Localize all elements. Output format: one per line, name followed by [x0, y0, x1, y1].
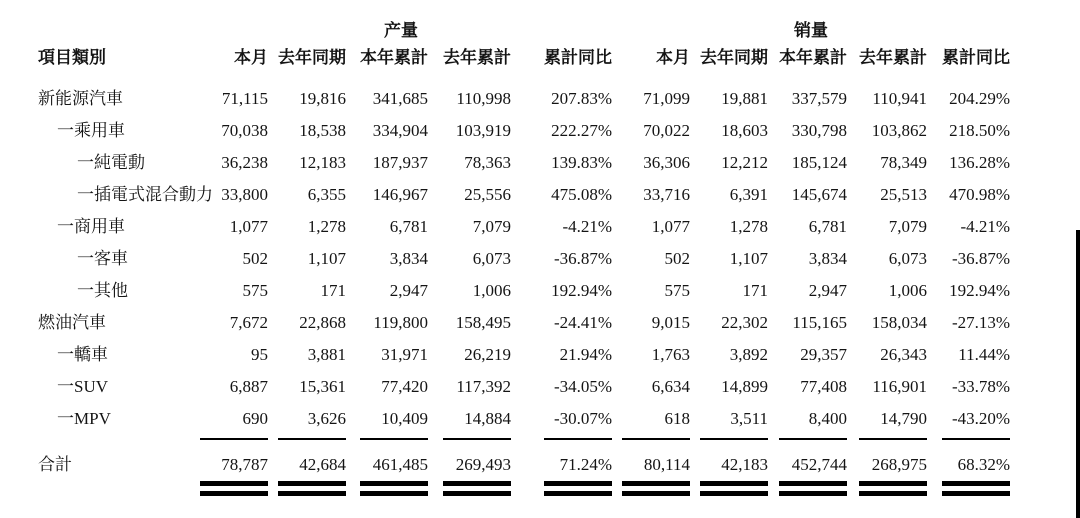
sales-cell: 77,408	[800, 377, 848, 396]
sales-cell: 6,073	[888, 249, 928, 268]
table-row	[30, 211, 1010, 243]
group-header-row	[30, 12, 1010, 47]
sales-cell: 25,513	[880, 185, 928, 204]
prod-cell: 207.83%	[551, 89, 613, 108]
single-rule	[779, 438, 847, 440]
rule-cell	[768, 435, 847, 445]
single-rule	[360, 438, 428, 440]
total-value: 42,183	[721, 455, 769, 474]
double-rule	[278, 481, 346, 496]
prod-cell: 22,868	[299, 313, 346, 332]
sales-cell: 1,006	[888, 281, 928, 300]
double-rule	[700, 481, 768, 496]
sales-cell: 192.94%	[949, 281, 1011, 300]
sales-cell: 26,343	[880, 345, 928, 364]
prod-cell: 6,781	[389, 217, 428, 236]
sales-cell: 575	[664, 281, 691, 300]
row-label: 一插電式混合動力	[77, 185, 213, 204]
row-label: 一商用車	[57, 217, 125, 236]
sales-col-header-yoy: 累計同比	[942, 48, 1011, 67]
column-header-row	[30, 47, 1010, 69]
prod-col-header-lastyear-period: 去年同期	[278, 48, 346, 67]
sales-group-header: 销量	[794, 21, 829, 40]
group-header-spacer	[30, 12, 190, 47]
sales-cell: 12,212	[721, 153, 769, 172]
sales-cell: 70,022	[643, 121, 691, 140]
subtotal-rule-row	[30, 435, 1010, 445]
prod-cell: 15,361	[299, 377, 346, 396]
category-header: 項目類別	[38, 48, 106, 67]
rule-cell	[428, 435, 511, 445]
prod-cell: 158,495	[455, 313, 511, 332]
table-row	[30, 371, 1010, 403]
sales-col-header-ytd: 本年累計	[779, 48, 848, 67]
sales-cell: 6,634	[651, 377, 691, 396]
prod-cell: 2,947	[389, 281, 428, 300]
single-rule	[200, 438, 268, 440]
sales-cell: 1,763	[651, 345, 691, 364]
sales-cell: 14,790	[880, 409, 928, 428]
sales-cell: 185,124	[791, 153, 848, 172]
prod-cell: -4.21%	[562, 217, 613, 236]
prod-cell: -36.87%	[553, 249, 613, 268]
single-rule	[859, 438, 927, 440]
prod-cell: -30.07%	[553, 409, 613, 428]
prod-cell: 3,881	[307, 345, 346, 364]
row-label: 一乘用車	[57, 121, 125, 140]
prod-cell: 6,073	[472, 249, 511, 268]
prod-cell: 7,672	[229, 313, 268, 332]
total-label: 合計	[38, 455, 72, 474]
total-sales-cell	[927, 445, 1010, 496]
sales-cell: 36,306	[643, 153, 691, 172]
prod-cell: 187,937	[372, 153, 428, 172]
prod-cell: 19,816	[299, 89, 346, 108]
sales-cell: 8,400	[808, 409, 848, 428]
prod-cell: 6,355	[307, 185, 346, 204]
sales-cell: 3,834	[808, 249, 848, 268]
prod-cell: 10,409	[381, 409, 428, 428]
scrollbar-thumb[interactable]	[1076, 230, 1080, 518]
sales-cell: 470.98%	[949, 185, 1011, 204]
double-rule	[443, 481, 511, 496]
sales-cell: 103,862	[871, 121, 928, 140]
prod-cell: 1,077	[229, 217, 268, 236]
sales-cell: 7,079	[888, 217, 928, 236]
sales-cell: 22,302	[721, 313, 769, 332]
prod-cell: 3,626	[307, 409, 346, 428]
total-value: 78,787	[221, 455, 268, 474]
total-sales-cell	[612, 445, 690, 496]
sales-cell: -33.78%	[951, 377, 1011, 396]
rule-cell	[511, 435, 612, 445]
sales-cell: -27.13%	[951, 313, 1011, 332]
single-rule	[544, 438, 612, 440]
sales-cell: 3,892	[729, 345, 769, 364]
rule-cell	[690, 435, 768, 445]
total-value: 42,684	[299, 455, 346, 474]
table-row	[30, 275, 1010, 307]
table-row	[30, 83, 1010, 115]
prod-cell: 71,115	[221, 89, 268, 108]
rule-spacer	[30, 435, 190, 445]
sales-cell: -4.21%	[960, 217, 1011, 236]
sales-cell: -43.20%	[951, 409, 1011, 428]
double-rule	[859, 481, 927, 496]
row-label: 一SUV	[57, 377, 109, 396]
prod-cell: 7,079	[472, 217, 511, 236]
sales-cell: 18,603	[721, 121, 769, 140]
prod-cell: 25,556	[464, 185, 511, 204]
prod-cell: 95	[251, 345, 268, 364]
sales-cell: 1,107	[729, 249, 769, 268]
sales-cell: 136.28%	[949, 153, 1011, 172]
single-rule	[622, 438, 690, 440]
production-group-header: 产量	[384, 21, 418, 40]
total-row	[30, 445, 1010, 496]
sales-cell: 11.44%	[958, 345, 1011, 364]
spacer-cell	[30, 69, 1010, 83]
prod-cell: 78,363	[464, 153, 511, 172]
double-rule	[622, 481, 690, 496]
sales-col-header-month: 本月	[656, 48, 691, 67]
single-rule	[942, 438, 1010, 440]
total-sales-cell	[690, 445, 768, 496]
prod-col-header-ytd: 本年累計	[360, 48, 428, 67]
table-row	[30, 115, 1010, 147]
total-production-cell	[268, 445, 346, 496]
table-row	[30, 307, 1010, 339]
prod-cell: 26,219	[464, 345, 511, 364]
double-rule	[360, 481, 428, 496]
rule-cell	[268, 435, 346, 445]
total-production-cell	[190, 445, 268, 496]
prod-cell: 502	[242, 249, 268, 268]
sales-cell: 6,391	[729, 185, 769, 204]
sales-cell: 33,716	[643, 185, 691, 204]
prod-cell: 3,834	[389, 249, 428, 268]
sales-cell: 145,674	[791, 185, 848, 204]
prod-cell: 21.94%	[559, 345, 613, 364]
production-sales-table	[30, 12, 1010, 496]
sales-cell: 14,899	[721, 377, 769, 396]
prod-cell: 33,800	[221, 185, 268, 204]
sales-cell: 3,511	[730, 409, 769, 428]
rule-cell	[612, 435, 690, 445]
prod-cell: -34.05%	[553, 377, 613, 396]
total-value: 268,975	[871, 455, 928, 474]
sales-cell: 502	[664, 249, 691, 268]
prod-cell: 1,006	[472, 281, 511, 300]
total-value: 71.24%	[559, 455, 613, 474]
prod-cell: 192.94%	[551, 281, 613, 300]
total-value: 269,493	[455, 455, 511, 474]
sales-cell: 9,015	[651, 313, 691, 332]
table-row	[30, 339, 1010, 371]
prod-cell: -24.41%	[553, 313, 613, 332]
prod-cell: 6,887	[229, 377, 268, 396]
row-label: 一其他	[77, 281, 128, 300]
sales-cell: 171	[742, 281, 769, 300]
row-label: 一轎車	[57, 345, 108, 364]
row-label: 燃油汽車	[38, 313, 106, 332]
rule-cell	[927, 435, 1010, 445]
prod-cell: 117,392	[456, 377, 511, 396]
prod-cell: 1,107	[307, 249, 346, 268]
prod-cell: 77,420	[381, 377, 428, 396]
prod-cell: 690	[242, 409, 268, 428]
row-label: 新能源汽車	[38, 89, 123, 108]
total-value: 68.32%	[957, 455, 1011, 474]
sales-cell: 337,579	[791, 89, 848, 108]
prod-cell: 14,884	[464, 409, 511, 428]
prod-cell: 36,238	[221, 153, 268, 172]
prod-cell: 31,971	[381, 345, 428, 364]
double-rule	[779, 481, 847, 496]
single-rule	[443, 438, 511, 440]
sales-cell: 218.50%	[949, 121, 1011, 140]
prod-cell: 110,998	[456, 89, 511, 108]
double-rule	[942, 481, 1010, 496]
total-value: 452,744	[791, 455, 848, 474]
rule-cell	[847, 435, 927, 445]
total-sales-cell	[768, 445, 847, 496]
prod-cell: 341,685	[372, 89, 428, 108]
prod-cell: 119,800	[373, 313, 428, 332]
table-row	[30, 243, 1010, 275]
prod-cell: 146,967	[372, 185, 428, 204]
total-value: 461,485	[372, 455, 428, 474]
prod-cell: 222.27%	[551, 121, 613, 140]
sales-cell: -36.87%	[951, 249, 1011, 268]
double-rule	[200, 481, 268, 496]
header-body-spacer	[30, 69, 1010, 83]
prod-cell: 171	[320, 281, 346, 300]
single-rule	[278, 438, 346, 440]
row-label: 一MPV	[57, 409, 111, 428]
prod-col-header-month: 本月	[234, 48, 268, 67]
sales-cell: 1,278	[729, 217, 769, 236]
sales-cell: 6,781	[808, 217, 848, 236]
prod-cell: 575	[242, 281, 268, 300]
prod-cell: 334,904	[372, 121, 428, 140]
prod-cell: 103,919	[455, 121, 511, 140]
row-label: 一客車	[77, 249, 128, 268]
sales-cell: 1,077	[651, 217, 691, 236]
table-row	[30, 403, 1010, 435]
total-value: 80,114	[643, 455, 691, 474]
sales-cell: 2,947	[808, 281, 848, 300]
table-row	[30, 147, 1010, 179]
total-production-cell	[346, 445, 428, 496]
sales-cell: 330,798	[791, 121, 848, 140]
sales-cell: 115,165	[792, 313, 848, 332]
sales-col-header-lastyear-ytd: 去年累計	[859, 48, 928, 67]
sales-cell: 618	[664, 409, 691, 428]
double-rule	[544, 481, 612, 496]
table-row	[30, 179, 1010, 211]
row-label: 一純電動	[77, 153, 145, 172]
sales-col-header-lastyear-period: 去年同期	[700, 48, 769, 67]
prod-cell: 12,183	[299, 153, 346, 172]
prod-col-header-lastyear-ytd: 去年累計	[443, 48, 511, 67]
prod-cell: 1,278	[307, 217, 346, 236]
sales-cell: 19,881	[721, 89, 769, 108]
single-rule	[700, 438, 768, 440]
sales-cell: 158,034	[871, 313, 928, 332]
sales-cell: 110,941	[872, 89, 928, 108]
sales-cell: 116,901	[872, 377, 928, 396]
prod-cell: 18,538	[299, 121, 346, 140]
sales-cell: 78,349	[880, 153, 928, 172]
total-sales-cell	[847, 445, 927, 496]
sales-cell: 29,357	[800, 345, 848, 364]
total-production-cell	[511, 445, 612, 496]
total-production-cell	[428, 445, 511, 496]
prod-cell: 475.08%	[551, 185, 613, 204]
rule-cell	[346, 435, 428, 445]
prod-col-header-yoy: 累計同比	[544, 48, 613, 67]
rule-cell	[190, 435, 268, 445]
prod-cell: 139.83%	[551, 153, 613, 172]
sales-cell: 204.29%	[949, 89, 1011, 108]
prod-cell: 70,038	[221, 121, 268, 140]
sales-cell: 71,099	[643, 89, 691, 108]
